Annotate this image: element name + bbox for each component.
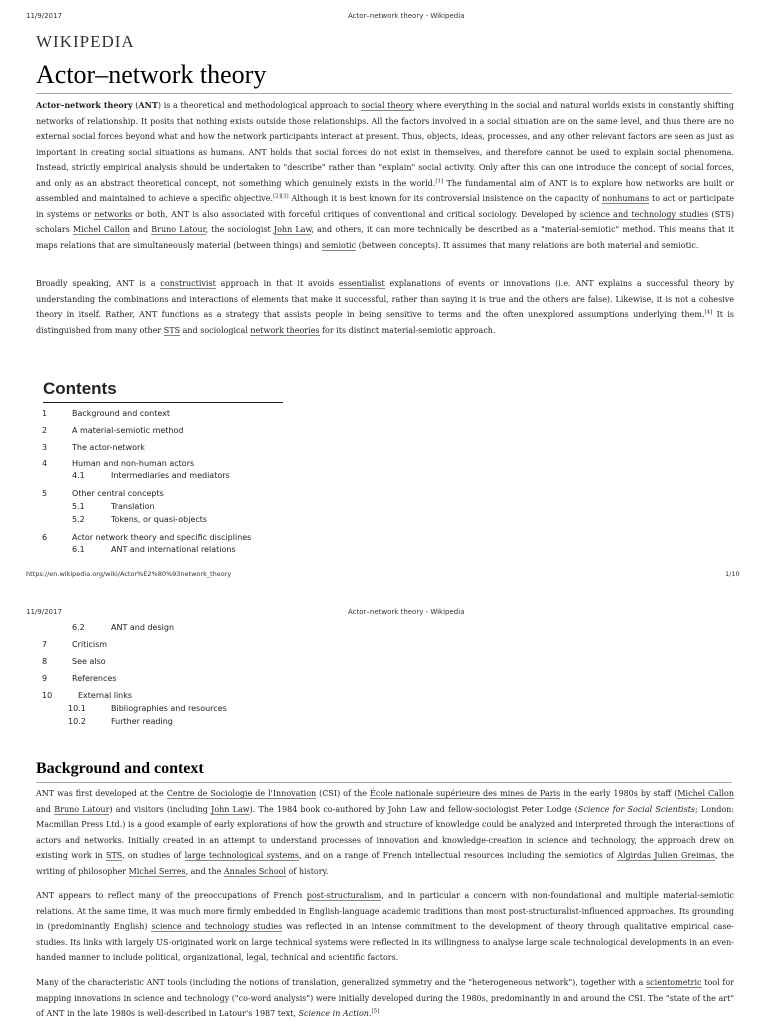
link-sts[interactable]: STS	[163, 325, 181, 335]
background-paragraph-1: ANT was first developed at the Centre de Sociologie de l'Innovation (CSI) of the École nationale supérieure des mines de Paris in the early 1980s by staff (Michel Callon and Bruno Latour) and visitors (including John Law). The 1984 book co-authored by John Law and fellow-sociologist Peter Lodge (Science for Social Scientists; London: Macmillan Press Ltd.) is a good example of early explorations of how the growth and structure of knowledge could be analyzed and interpreted through the interactions of actors and networks. Initially created in an attempt to understand processes of innovation and knowledge-creation in science and technology, the approach drew on existing work in STS, on studies of large technological systems, and on a range of French intellectual resources including the semiotics of Algirdas Julien Greimas, the writing of philosopher Michel Serres, and the Annales School of history.	[36, 789, 735, 876]
link-csi[interactable]: Centre de Sociologie de l'Innovation	[166, 789, 317, 798]
toc-item-number: 8	[42, 657, 48, 666]
print-url: https://en.wikipedia.org/wiki/Actor%E2%80%93network_theory	[26, 570, 232, 578]
contents-title: Contents	[43, 379, 117, 398]
toc-item-label: The actor-network	[72, 443, 145, 452]
print-date: 11/9/2017	[26, 12, 62, 20]
toc-item-number: 10.1	[68, 704, 86, 713]
link-michel-callon-2[interactable]: Michel Callon	[677, 789, 734, 798]
wikipedia-logo[interactable]: WIKIPEDIA	[36, 32, 135, 51]
link-essentialist[interactable]: essentialist	[338, 279, 385, 288]
link-constructivist[interactable]: constructivist	[160, 279, 216, 288]
link-sts-2[interactable]: STS	[105, 851, 122, 860]
link-nonhumans[interactable]: nonhumans	[602, 194, 650, 203]
link-post-structuralism[interactable]: post-structuralism	[306, 891, 382, 900]
toc-item-label: Tokens, or quasi-objects	[111, 515, 208, 524]
contents-divider	[43, 402, 283, 403]
toc-item-number: 4	[42, 459, 48, 468]
toc-item-label: External links	[78, 691, 133, 700]
toc-item-label: Translation	[111, 502, 155, 511]
toc-item-label: ANT and international relations	[111, 545, 236, 554]
lead-paragraph-1: Actor–network theory (ANT) is a theoretical and methodological approach to social theory where everything in the social and natural worlds exists in constantly shifting networks of relationship. It posits that nothing exists outside those relationships. All the factors involved in a social situation are on the same level, and thus there are no external social forces beyond what and how the network participants interact at present. Thus, objects, ideas, processes, and any other relevant factors are seen as just as important in creating social situations as humans. ANT holds that social forces do not exist in themselves, and therefore cannot be used to explain social phenomena. Instead, strictly empirical analysis should be undertaken to "describe" rather than "explain" social activity. Only after this can one introduce the concept of social forces, and only as an abstract theoretical concept, not something which genuinely exists in the world.[1] The fundamental aim of ANT is to explore how networks are built or assembled and maintained to achieve a specific objective.[2][3] Although it is best known for its controversial insistence on the capacity of nonhumans to act or participate in systems or networks or both, ANT is also associated with forceful critiques of conventional and critical sociology. Developed by science and technology studies (STS) scholars Michel Callon and Bruno Latour, the sociologist John Law, and others, it can more technically be described as a "material-semiotic" method. This means that it maps relations that are simultaneously material (between things) and semiotic (between concepts). It assumes that many relations are both material and semiotic.	[36, 100, 735, 250]
print-header-title: Actor–network theory - Wikipedia	[348, 12, 465, 20]
link-annales-school[interactable]: Annales School	[223, 866, 287, 876]
print-page-number: 1/10	[725, 570, 740, 578]
toc-item-label: Intermediaries and mediators	[111, 471, 230, 480]
toc-item-label: Human and non-human actors	[72, 459, 195, 468]
link-social-theory[interactable]: social theory	[361, 101, 414, 110]
toc-item-label: Actor network theory and specific disciplines	[72, 533, 252, 542]
toc-item-number: 7	[42, 640, 48, 649]
toc-item-label: Other central concepts	[72, 489, 164, 498]
background-paragraph-3: Many of the characteristic ANT tools (including the notions of translation, generalized symmetry and the "heterogeneous network"), together with a scientometric tool for mapping innovations in science and technology ("co-word analysis") were initially developed during the 1980s, predominantly in and around the CSI. The "state of the art" of ANT in the late 1980s is well-described in Latour's 1987 text, Science in Action.[5]	[36, 978, 734, 1018]
toc-item-number: 9	[42, 674, 48, 683]
section-heading: Background and context	[36, 760, 204, 777]
toc-item-number: 6	[42, 533, 48, 542]
link-michel-callon[interactable]: Michel Callon	[73, 225, 130, 234]
link-bruno-latour[interactable]: Bruno Latour	[151, 225, 206, 234]
toc-item-number: 5.1	[72, 502, 85, 511]
link-large-technological-systems[interactable]: large technological systems	[184, 851, 300, 860]
link-semiotic[interactable]: semiotic	[322, 240, 357, 250]
link-john-law[interactable]: John Law	[273, 225, 312, 234]
toc-item-label: ANT and design	[111, 623, 175, 632]
link-bruno-latour-2[interactable]: Bruno Latour	[54, 804, 110, 814]
toc-item-number: 2	[42, 426, 48, 435]
toc-item-number: 5	[42, 489, 48, 498]
section-divider	[36, 782, 732, 783]
toc-item-label: Criticism	[72, 640, 108, 649]
link-john-law-2[interactable]: John Law	[211, 804, 250, 814]
link-science-and-technology-studies[interactable]: science and technology studies	[579, 209, 709, 219]
link-network-theories[interactable]: network theories	[250, 325, 320, 335]
link-scientometric[interactable]: scientometric	[646, 978, 702, 987]
page-title: Actor–network theory	[36, 60, 267, 89]
lead-paragraph-2: Broadly speaking, ANT is a constructivist approach in that it avoids essentialist explanations of events or innovations (i.e. ANT explains a successful theory by understanding the combinations and interactions of elements that make it successful, rather than saying it is true and the others are false). Likewise, it is not a cohesive theory in itself. Rather, ANT functions as a strategy that assists people in being sensitive to terms and the often unexplored assumptions underlying them.[4] It is distinguished from many other STS and sociological network theories for its distinct material-semiotic approach.	[36, 279, 735, 335]
toc-item-number: 10	[42, 691, 53, 700]
link-networks[interactable]: networks	[94, 209, 132, 219]
toc-item-number: 1	[42, 409, 48, 418]
link-michel-serres[interactable]: Michel Serres	[128, 866, 186, 876]
print-header-title-page-2: Actor–network theory - Wikipedia	[348, 608, 465, 616]
toc-item-label: References	[72, 674, 117, 683]
title-divider	[36, 93, 732, 94]
link-science-and-technology-studies-2[interactable]: science and technology studies	[151, 922, 283, 931]
toc-item-label: A material-semiotic method	[72, 426, 184, 435]
toc-item-number: 3	[42, 443, 48, 452]
toc-item-number: 10.2	[68, 717, 86, 726]
toc-item-number: 6.2	[72, 623, 85, 632]
toc-item-label: Bibliographies and resources	[111, 704, 227, 713]
toc-item-number: 5.2	[72, 515, 85, 524]
toc-item-number: 6.1	[72, 545, 85, 554]
toc-item-label: Background and context	[72, 409, 171, 418]
toc-item-label: See also	[72, 657, 106, 666]
link-ecole-des-mines[interactable]: École nationale supérieure des mines de Paris	[370, 789, 561, 798]
print-date-page-2: 11/9/2017	[26, 608, 62, 616]
toc-item-number: 4.1	[72, 471, 85, 480]
toc-item-label: Further reading	[111, 717, 173, 726]
background-paragraph-2: ANT appears to reflect many of the preoccupations of French post-structuralism, and in particular a concern with non-foundational and multiple material-semiotic relations. At the same time, it was much more firmly embedded in English-language academic traditions than most post-structuralist-influenced approaches. Its grounding in (predominantly English) science and technology studies was reflected in an intense commitment to the development of theory through qualitative empirical case-studies. Its links with largely US-originated work on large technical systems were reflected in its willingness to analyse large scale technological developments in an even-handed manner to include political, organizational, legal, technical and scientific factors.	[36, 891, 734, 962]
link-greimas[interactable]: Algirdas Julien Greimas	[617, 851, 716, 860]
